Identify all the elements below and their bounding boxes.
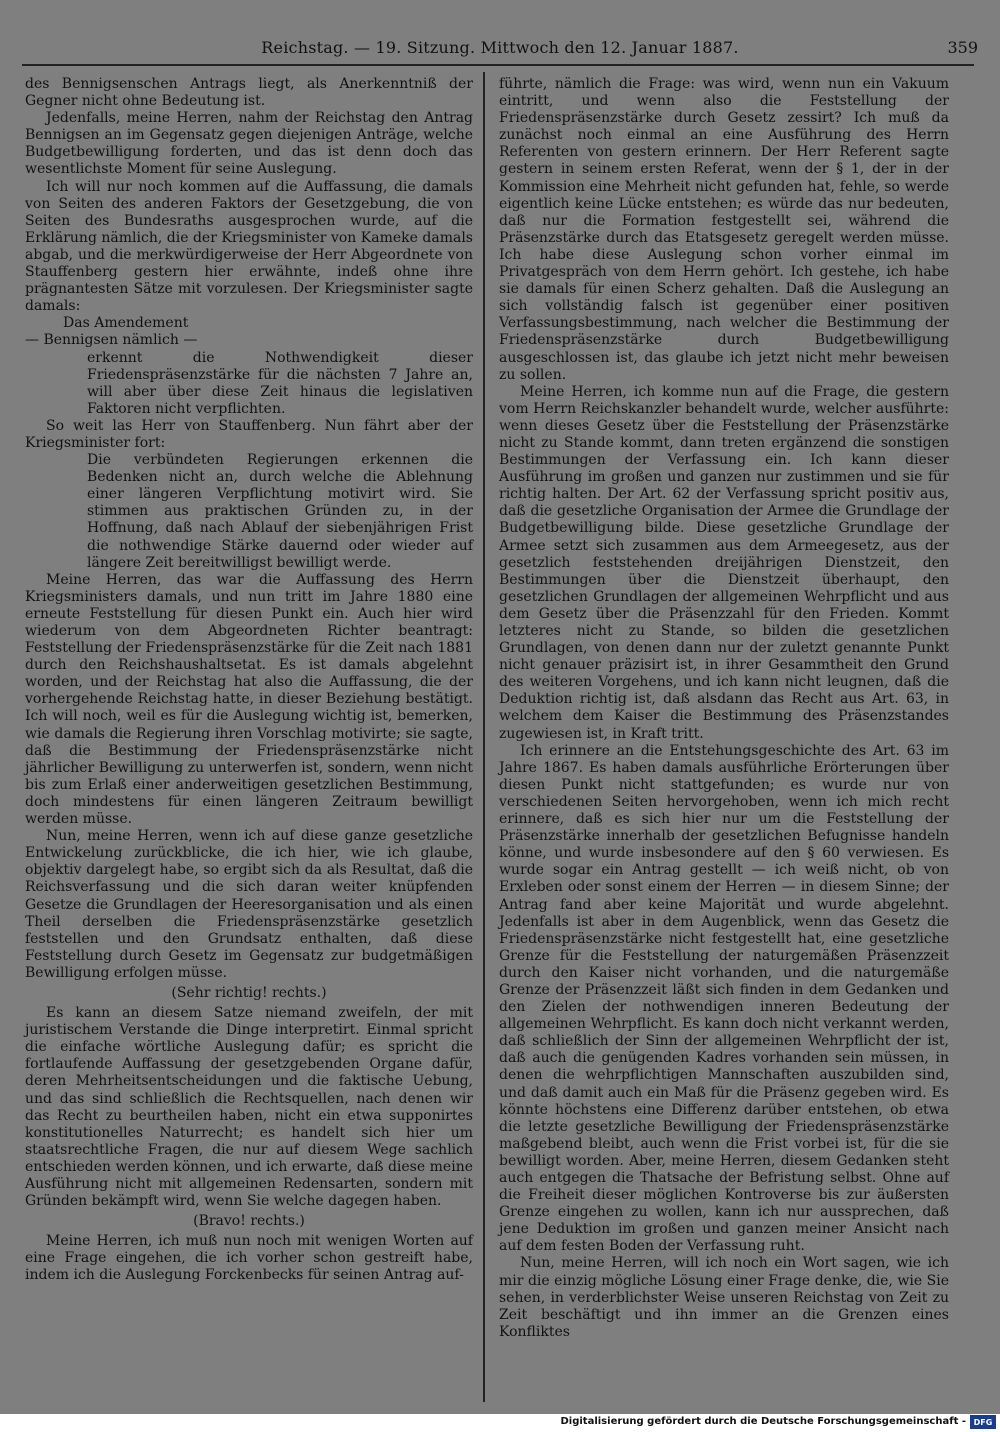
paragraph: des Bennigsenschen Antrags liegt, als Anerkenntniß der Gegner nicht ohne Bedeutung ist. (25, 76, 473, 110)
paragraph: Ich will nur noch kommen auf die Auffassung, die damals von Seiten des anderen Faktors der Gesetzgebung, die von Seiten des Bundesraths ausgesprochen wurde, auf die Erklärung nämlich, die der Kriegsminister von Kameke damals abgab, und die merkwürdigerweise der Herr Abgeordnete von Stauffenberg gestern hier erwähnte, indeß ohne ihre prägnantesten Sätze mit vorzulesen. Der Kriegsminister sagte damals: (25, 178, 473, 315)
block-quote: Die verbündeten Regierungen erkennen die Bedenken nicht an, durch welche die Ablehnung einer längeren Verpflichtung motivirt wird. Sie stimmen aus praktischen Gründen zu, in der Hoffnung, daß nach Ablauf der siebenjährigen Frist die nothwendige Stärke dauernd oder wieder auf längere Zeit bereitwilligst bewilligt werde. (87, 452, 473, 571)
paragraph: Jedenfalls, meine Herren, nahm der Reichstag den Antrag Bennigsen an im Gegensatz gegen diejenigen Anträge, welche Budgetbewilligung forderten, und das ist denn doch das wesentlichste Moment für seine Auslegung. (25, 110, 473, 178)
paragraph: Meine Herren, ich komme nun auf die Frage, die gestern vom Herrn Reichskanzler behandelt wurde, welcher ausführte: wenn dieses Gesetz über die Feststellung der Präsenzstärke nicht zu Stande kommt, dann treten ergänzend die sonstigen Bestimmungen der Verfassung ein. Ich kann dieser Ausführung im großen und ganzen nur zustimmen und sie für richtig halten. Der Art. 62 der Verfassung spricht positiv aus, daß die gesetzliche Organisation der Armee die Grundlage der Budgetbewilligung bilde. Diese gesetzliche Grundlage der Armee setzt sich zusammen aus dem Armeegesetz, aus der gesetzlich feststehenden dreijährigen Dienstzeit, den Bestimmungen über die Dienstzeit überhaupt, den gesetzlichen Grundlagen der allgemeinen Wehrpflicht und aus dem Gesetz über die Präsenzzahl für den Frieden. Kommt letzteres nicht zu Stande, so bilden die gesetzlichen Grundlagen, von denen dann nur der zuletzt genannte Punkt nicht genauer präzisirt ist, in ihrer Gesammtheit den Grund des weiteren Vorgehens, und ich kann nicht leugnen, daß die Deduktion richtig ist, daß alsdann das Recht aus Art. 63, in welchem dem Kaiser die Bestimmung des Präsenzstandes zugewiesen ist, in Kraft tritt. (499, 383, 949, 742)
paragraph: Nun, meine Herren, will ich noch ein Wort sagen, wie ich mir die einzig mögliche Lösung einer Frage denke, die, wie Sie sehen, in verderblichster Weise unseren Reichstag von Zeit zu Zeit beschäftigt und ihn immer an die Grenzen eines Konfliktes (499, 1255, 949, 1340)
paragraph: Meine Herren, ich muß nun noch mit wenigen Worten auf eine Frage eingehen, die ich vorher schon gestreift habe, indem ich die Auslegung Forckenbecks für seinen Antrag auf- (25, 1233, 473, 1284)
paragraph: So weit las Herr von Stauffenberg. Nun fährt aber der Kriegsminister fort: (25, 417, 473, 451)
left-column (25, 76, 473, 1285)
running-header (18, 38, 982, 62)
header-rule (22, 64, 974, 66)
block-quote: erkennt die Nothwendigkeit dieser Friedenspräsenzstärke für die nächsten 7 Jahre an, will aber über diese Zeit hinaus die legislativen Faktoren nicht verpflichten. (87, 349, 473, 417)
page-number: 359 (947, 38, 978, 57)
right-column (499, 76, 949, 1341)
paragraph: Ich erinnere an die Entstehungsgeschichte des Art. 63 im Jahre 1867. Es haben damals ausführliche Erörterungen über diesen Punkt nicht stattgefunden; es wurde nur von verschiedenen Seiten hervorgehoben, wenn ich mich recht erinnere, daß es sich hier nur um die Feststellung der Präsenzstärke innerhalb der gesetzlichen Befugnisse handeln könne, und wurde insbesondere auf den § 60 verwiesen. Es wurde sogar ein Antrag gestellt — ich weiß nicht, ob von Erxleben oder sonst einem der Herren — in diesem Sinne; der Antrag fand aber keine Majorität und wurde abgelehnt. Jedenfalls ist aber in dem Augenblick, wenn das Gesetz die Friedenspräsenzstärke nicht festgestellt hat, eine gesetzliche Grenze für die Feststellung der naturgemäßen Präsenzzeit durch den Kaiser nicht vorhanden, und die naturgemäße Grenze der Präsenzzeit läßt sich finden in dem Gedanken und den Zielen der nothwendigen inneren Bedeutung der allgemeinen Wehrpflicht. Es kann doch nicht verkannt werden, daß schließlich der Sinn der allgemeinen Wehrpflicht der ist, daß auch die genügenden Kadres vorhanden sein müssen, in denen die wehrpflichtigen Mannschaften auszubilden sind, und daß damit auch ein Maß für die Präsenz gegeben wird. Es könnte höchstens eine Differenz darüber entstehen, ob etwa die letzte gesetzliche Bewilligung der Friedenspräsenzstärke maßgebend bleibt, auch wenn die Frist vorbei ist, für die sie bewilligt worden. Aber, meine Herren, diesem Gedanken steht auch entgegen die Thatsache der Befristung selbst. Ohne auf die Freiheit dieser möglichen Kontroverse bis zur äußersten Grenze eingehen zu wollen, kann ich nur aussprechen, daß jene Deduktion im großen und ganzen meiner Ansicht nach auf dem festen Boden der Verfassung ruht. (499, 742, 949, 1255)
footer-credit: Digitalisierung gefördert durch die Deutsche Forschungsgemeinschaft - (560, 1416, 966, 1427)
header-title: Reichstag. — 19. Sitzung. Mittwoch den 12. Januar 1887. (261, 38, 739, 57)
quote-interjection: — Bennigsen nämlich — (25, 332, 198, 349)
quote-line: Das Amendement (63, 315, 189, 332)
dfg-logo: DFG (970, 1415, 996, 1429)
applause-note: (Sehr richtig! rechts.) (171, 984, 327, 1001)
column-divider (483, 72, 485, 1402)
applause-note: (Bravo! rechts.) (193, 1213, 305, 1230)
paragraph: führte, nämlich die Frage: was wird, wenn nun ein Vakuum eintritt, und wenn also die Feststellung der Friedenspräsenzstärke durch Gesetz zessirt? Ich muß da zunächst noch einmal an eine Ausführung des Herrn Referenten von gestern erinnern. Der Herr Referent sagte gestern in seinem ersten Referat, wenn der § 1, der in der Kommission eine Mehrheit nicht gefunden hat, fehle, so werde eigentlich keine Lücke entstehen; es würde das nur bedeuten, daß nur die Formation festgestellt sei, während die Präsenzstärke durch das Etatsgesetz geregelt werden müsse. Ich habe diese Auslegung schon vorher einmal im Privatgespräch von dem Herrn gehört. Ich gestehe, ich habe sie damals für einen Scherz gehalten. Daß die Auslegung an sich vollständig falsch ist gegenüber einer positiven Verfassungsbestimmung, nach welcher die Bestimmung der Friedenspräsenzstärke durch Budgetbewilligung ausgeschlossen ist, das glaube ich jetzt nicht mehr beweisen zu sollen. (499, 76, 949, 383)
paragraph: Es kann an diesem Satze niemand zweifeln, der mit juristischem Verstande die Dinge interpretirt. Einmal spricht die einfache wörtliche Auslegung dafür; es spricht die fortlaufende Auffassung der gesetzgebenden Organe dafür, deren Mehrheitsentscheidungen und die faktische Uebung, und das sind schließlich die Rechtsquellen, nach denen wir das Recht zu beurtheilen haben, nicht ein etwa supponirtes konstitutionelles Naturrecht; es handelt sich hier um staatsrechtliche Fragen, die nur auf diesem Wege sachlich entschieden werden können, und ich erwarte, daß diese meine Ausführung nicht mit allgemeinen Redensarten, sondern mit Gründen bekämpft wird, wenn Sie welche dagegen haben. (25, 1005, 473, 1210)
paragraph: Nun, meine Herren, wenn ich auf diese ganze gesetzliche Entwickelung zurückblicke, die ich hier, wie ich glaube, objektiv dargelegt habe, so ergibt sich da als Resultat, daß die Reichsverfassung und die sich daran weiter knüpfenden Gesetze die Grundlagen der Heeresorganisation und als einen Theil derselben die Friedenspräsenzstärke gesetzlich feststellen und den Grundsatz enthalten, daß diese Feststellung durch Gesetz im Gegensatz zur budgetmäßigen Bewilligung erfolgen müsse. (25, 828, 473, 981)
paragraph: Meine Herren, das war die Auffassung des Herrn Kriegsministers damals, und nun tritt im Jahre 1880 eine erneute Feststellung für diesen Punkt ein. Auch hier wird wiederum von dem Abgeordneten Richter beantragt: Feststellung der Friedenspräsenzstärke für die Zeit nach 1881 durch den Reichshaushaltsetat. Es ist damals abgelehnt worden, und der Reichstag hat also die Auffassung, die der vorhergehende Reichstag hatte, in dieser Beziehung bestätigt. Ich will noch, weil es für die Auslegung wichtig ist, bemerken, wie damals die Regierung ihren Vorschlag motivirte; sie sagte, daß die Bestimmung der Friedenspräsenzstärke nicht jährlicher Bewilligung zu unterwerfen ist, sondern, wenn nicht bis zum Erlaß einer anderweitigen gesetzlichen Bestimmung, doch mindestens für einen längeren Zeitraum bewilligt werden müsse. (25, 571, 473, 828)
